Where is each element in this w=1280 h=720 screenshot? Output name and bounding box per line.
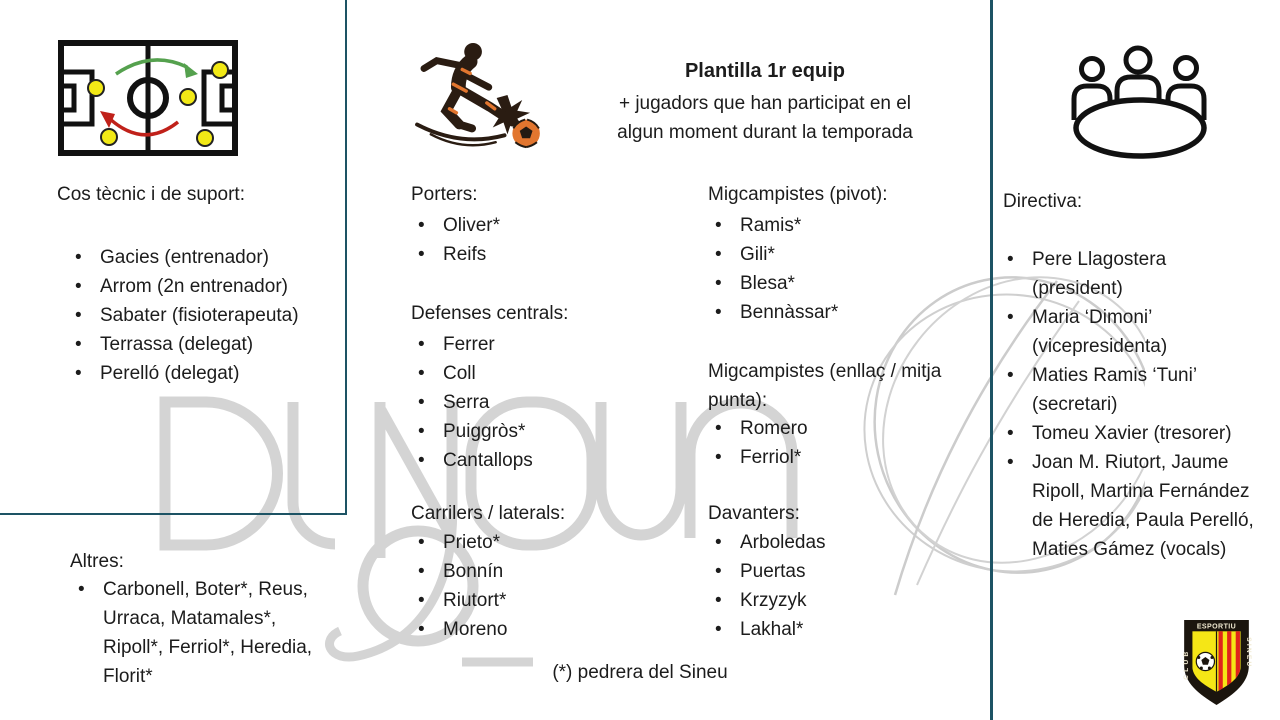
crest-club-name-left: CLUB <box>1183 648 1191 680</box>
soccer-player-kicking-ball-icon <box>403 40 551 153</box>
staff-item: • Gacies (entrenador) <box>70 243 310 272</box>
player-item: • Bonnín <box>413 557 653 586</box>
group-heading-defenses: Defenses centrals: <box>411 303 569 324</box>
staff-item: • Perelló (delegat) <box>70 359 310 388</box>
player-item: • Riutort* <box>413 586 653 615</box>
staff-item: • Sabater (fisioterapeuta) <box>70 301 310 330</box>
center-header <box>545 57 985 147</box>
player-item: • Reifs <box>413 240 653 269</box>
player-item: • Gili* <box>710 240 950 269</box>
page-title: Plantilla 1r equip <box>684 60 846 82</box>
group-heading-carrilers: Carrilers / laterals: <box>411 503 566 524</box>
crest-club-name-top: ESPORTIU <box>1196 623 1237 631</box>
player-item: • Oliver* <box>413 211 653 240</box>
player-item: • Puiggròs* <box>413 417 653 446</box>
altres-list <box>73 575 328 691</box>
player-item: • Bennàssar* <box>710 298 950 327</box>
player-item: • Arboledas <box>710 528 950 557</box>
board-members-list <box>1002 245 1257 564</box>
crest-club-name-right: SINEU <box>1244 637 1252 669</box>
page-subtitle-line1: + jugadors que han participat en el <box>618 93 912 114</box>
group-heading-davanters: Davanters: <box>708 503 800 524</box>
player-item: • Ferrer <box>413 330 653 359</box>
footnote: (*) pedrera del Sineu <box>552 662 728 683</box>
group-heading-enllac: Migcampistes (enllaç / mitja punta): <box>708 361 942 411</box>
player-item: • Blesa* <box>710 269 950 298</box>
left-panel-heading: Cos tècnic i de suport: <box>57 184 245 205</box>
altres-heading: Altres: <box>70 551 124 572</box>
board-member-item: • Pere Llagostera (president) <box>1002 245 1257 303</box>
group-heading-pivot: Migcampistes (pivot): <box>708 184 888 205</box>
soccer-field-tactics-icon <box>56 38 240 158</box>
group-list-enllac <box>710 414 950 472</box>
player-item: • Prieto* <box>413 528 653 557</box>
club-crest <box>1179 615 1254 708</box>
group-heading-porters: Porters: <box>411 184 478 205</box>
player-item: • Ferriol* <box>710 443 950 472</box>
board-member-item: • Maria ‘Dimoni’ (vicepresidenta) <box>1002 303 1257 361</box>
player-item: • Ramis* <box>710 211 950 240</box>
board-member-item: • Tomeu Xavier (tresorer) <box>1002 419 1257 448</box>
right-panel-heading: Directiva: <box>1003 191 1083 212</box>
page-subtitle-line2: algun moment durant la temporada <box>617 122 913 143</box>
group-list-davanters <box>710 528 950 644</box>
player-item: • Moreno <box>413 615 653 644</box>
player-item: • Romero <box>710 414 950 443</box>
board-meeting-table-icon <box>1070 36 1210 161</box>
player-item: • Puertas <box>710 557 950 586</box>
player-item: • Lakhal* <box>710 615 950 644</box>
group-list-porters <box>413 211 653 269</box>
board-member-item: • Joan M. Riutort, Jaume Ripoll, Martina Fernández de Heredia, Paula Perelló, Maties Gámez (vocals) <box>1002 448 1257 564</box>
right-divider-line <box>990 0 993 720</box>
player-item: • Coll <box>413 359 653 388</box>
group-list-defenses <box>413 330 653 475</box>
staff-list <box>70 243 310 388</box>
board-member-item: • Maties Ramis ‘Tuni’ (secretari) <box>1002 361 1257 419</box>
player-item: • Krzyzyk <box>710 586 950 615</box>
staff-item: • Terrassa (delegat) <box>70 330 310 359</box>
group-list-pivot <box>710 211 950 327</box>
player-item: • Serra <box>413 388 653 417</box>
staff-item: • Arrom (2n entrenador) <box>70 272 310 301</box>
altres-item: • Carbonell, Boter*, Reus, Urraca, Matamales*, Ripoll*, Ferriol*, Heredia, Florit* <box>73 575 328 691</box>
group-list-carrilers <box>413 528 653 644</box>
player-item: • Cantallops <box>413 446 653 475</box>
